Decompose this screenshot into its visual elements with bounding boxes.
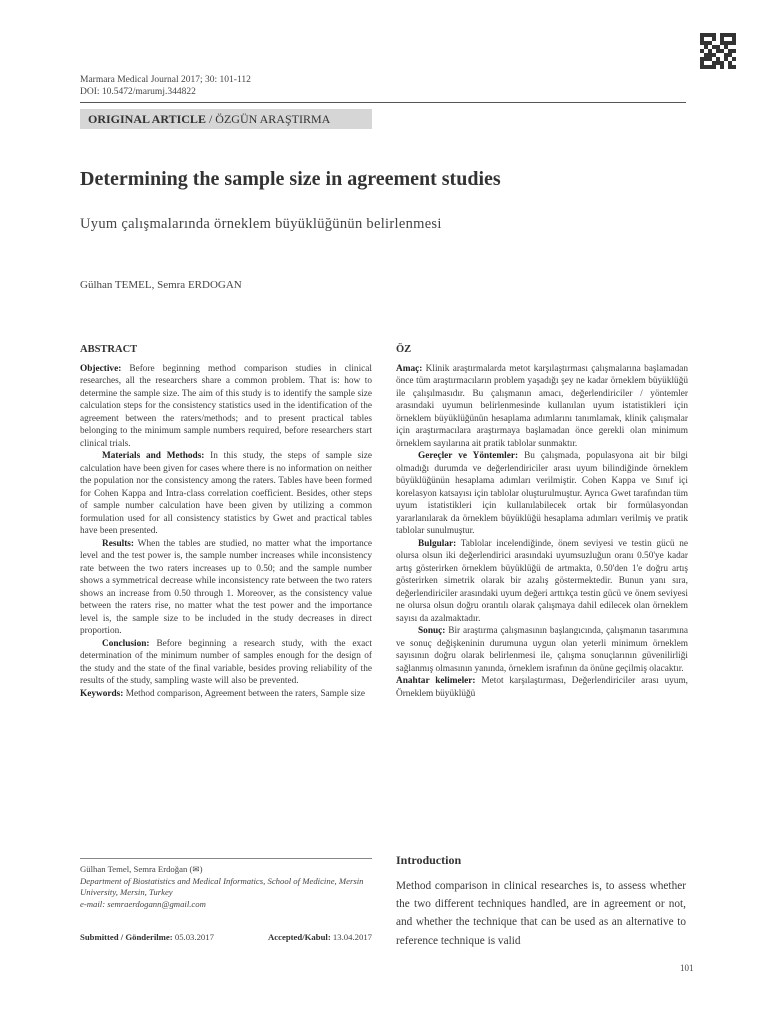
anahtar-text: Metot karşılaştırması, Değerlendiriciler arası uyum, Örneklem büyüklüğü bbox=[396, 676, 688, 699]
journal-info bbox=[80, 74, 251, 98]
submitted-label: Submitted / Gönderilme: bbox=[80, 932, 173, 942]
oz-anahtar bbox=[396, 675, 688, 700]
abstract-keywords bbox=[80, 688, 372, 701]
article-type-en: ORIGINAL ARTICLE bbox=[88, 112, 206, 126]
oz-bulgular bbox=[396, 538, 688, 626]
bulgular-text: Tablolar incelendiğinde, önem seviyesi ve testin gücü ne olursa olsun iki değerlendirici arasındaki uyumsuzluğun oranı 0.50'ye kadar artış gösterirken örneklem büyüklüğü de artmakta, 0.50'den 1'e doğru artış gösterirken simetrik olarak bir azalış göstermektedir. Bunun yanı sıra, değerlendiriciler arasındaki uyum değeri arttıkça testin gücü ve önem seviyesi ne olursa olsun doğru orantılı olarak çalışmaya dahil edilecek olan örneklem sayısı da azalmaktadır. bbox=[396, 538, 688, 624]
abstract-objective bbox=[80, 363, 372, 451]
abstract-methods bbox=[80, 450, 372, 538]
article-type-sep: / bbox=[205, 112, 216, 126]
conclusion-label: Conclusion: bbox=[102, 638, 150, 649]
introduction-text: Method comparison in clinical researches is, to assess whether the two different techniques handled, are in agreement or not, and whether the technique that can be used as an alternative to reference technique is valid bbox=[396, 880, 686, 947]
oz-amac bbox=[396, 363, 688, 451]
email[interactable]: e-mail: semraerdogann@gmail.com bbox=[80, 898, 206, 909]
introduction-heading: Introduction bbox=[396, 853, 462, 867]
results-label: Results: bbox=[102, 538, 135, 549]
abstract-conclusion bbox=[80, 638, 372, 688]
oz-gerecler bbox=[396, 450, 688, 538]
qr-code-icon bbox=[700, 33, 736, 69]
affiliation: Department of Biostatistics and Medical Informatics, School of Medicine, Mersin University, Mersin, Turkey bbox=[80, 875, 364, 897]
gerecler-text: Bu çalışmada, populasyona ait bir bilgi olmadığı durumda ve değerlendiriciler arası uyum bilindiğinde örneklem büyüklüğünün hesaplama adımları verilmiştir. Cohen Kappa ve Sınıf içi korelasyon katsayısı için tablolar oluşturulmuştur. Ayrıca Gwet tarafından tüm uyum istatistikleri için kullanılabilecek ortak bir formülasyondan yararlanılarak da örneklem büyüklüğü hesaplama adımları verilmiş ve pratik tablolar sunulmuştur. bbox=[396, 451, 688, 536]
submitted-date: 05.03.2017 bbox=[172, 932, 214, 942]
authors: Gülhan TEMEL, Semra ERDOGAN bbox=[80, 279, 242, 291]
keywords-label: Keywords: bbox=[80, 688, 124, 699]
amac-label: Amaç: bbox=[396, 363, 423, 374]
footnote bbox=[80, 864, 372, 910]
footnote-rule bbox=[80, 858, 372, 859]
sonuc-label: Sonuç: bbox=[418, 626, 446, 636]
accepted-label: Accepted/Kabul: bbox=[267, 932, 331, 942]
abstract-heading: ABSTRACT bbox=[80, 344, 138, 355]
methods-label: Materials and Methods: bbox=[102, 451, 205, 461]
abstract-results bbox=[80, 538, 372, 638]
journal-citation: Marmara Medical Journal 2017; 30: 101-112 bbox=[80, 75, 251, 85]
oz-heading: ÖZ bbox=[396, 344, 412, 355]
objective-label: Objective: bbox=[80, 363, 122, 374]
gerecler-label: Gereçler ve Yöntemler: bbox=[418, 451, 519, 461]
sonuc-text: Bir araştırma çalışmasının başlangıcında, çalışmanın tasarımına ve sonuç değişkeninin durumuna uygun olan yeterli minimum örneklem sayısının doğru olarak belirlenmesi ile, çalışma sonuçlarının güvenilirliği sağlanmış olmasının yanında, örneklem israfının da önüne geçilmiş olacaktır. bbox=[396, 626, 688, 674]
methods-text: In this study, the steps of sample size calculation have been given for cases where there is no information on neither the population nor the consistency among the raters. Tables have been formed for Cohen Kappa and Intra-class correlation coefficient. Besides, other steps of sample number calculation have been given by utilizing a common formulation used for all consistency statistics by Gwet and practical tables have been presented. bbox=[80, 451, 373, 536]
paper-title: Determining the sample size in agreement studies bbox=[80, 168, 501, 190]
article-type-tr: ÖZGÜN ARAŞTIRMA bbox=[215, 112, 331, 126]
doi: DOI: 10.5472/marumj.344822 bbox=[80, 87, 196, 97]
oz-sonuc bbox=[396, 625, 688, 675]
submission-dates bbox=[80, 932, 372, 942]
anahtar-label: Anahtar kelimeler: bbox=[396, 676, 476, 686]
oz-column bbox=[396, 344, 688, 700]
keywords-text: Method comparison, Agreement between the raters, Sample size bbox=[123, 688, 366, 699]
header-rule bbox=[80, 102, 686, 103]
abstract-column bbox=[80, 344, 372, 700]
page-number: 101 bbox=[680, 963, 694, 973]
accepted bbox=[268, 932, 372, 942]
paper-subtitle: Uyum çalışmalarında örneklem büyüklüğünün belirlenmesi bbox=[80, 216, 442, 232]
correspondence: Gülhan Temel, Semra Erdoğan (✉) bbox=[80, 864, 203, 874]
article-type-banner bbox=[80, 109, 372, 129]
submitted bbox=[80, 932, 214, 942]
objective-text: Before beginning method comparison studies in clinical researches, all the researchers share a common problem. That is: how to determine the sample size. The aim of this study is to identify the sample size calculation steps for the consistency statistics used in the identification of the agreement between the raters/methods; and to present practical tables belonging to the minimum sample numbers required, before researchers start clinical trials. bbox=[80, 363, 372, 449]
amac-text: Klinik araştırmalarda metot karşılaştırması çalışmalarına başlamadan önce tüm araştırmacıların problem yaşadığı şey ne kadar örneklem büyüklüğü ile çalışılmasıdır. Bu çalışmanın amacı, değerlendiriciler / yöntemler arasındaki uyumun belirlenmesinde kullanılan uyum istatistikleri için örneklem büyüklüğünün hesaplama adımlarını tanımlamak, klinik çalışmalar için araştırmacılara araştırmaya başlamadan önce gerekli olan minimum örneklem sayılarına ait pratik tablolar sunmaktır. bbox=[396, 363, 688, 449]
accepted-date: 13.04.2017 bbox=[330, 932, 372, 942]
bulgular-label: Bulgular: bbox=[418, 538, 457, 549]
results-text: When the tables are studied, no matter what the importance level and the test power is, the sample number increases while inconsistency rate between the two raters increases up to 0.50; and the sample number shows a symmetrical decrease while inconsistency rate between the two raters shows an increase from 0.50 through 1. Moreover, as the consistency value between the raters rise, no matter what the test power and the importance level is, the sample size to be included in the study decreases in direct proportion. bbox=[80, 538, 372, 636]
conclusion-text: Before beginning a research study, with the exact determination of the minimum number of samples enough for the design of the study and the state of the final variable, besides proving reliability of the results of the study, sampling waste will also be prevented. bbox=[80, 638, 372, 686]
